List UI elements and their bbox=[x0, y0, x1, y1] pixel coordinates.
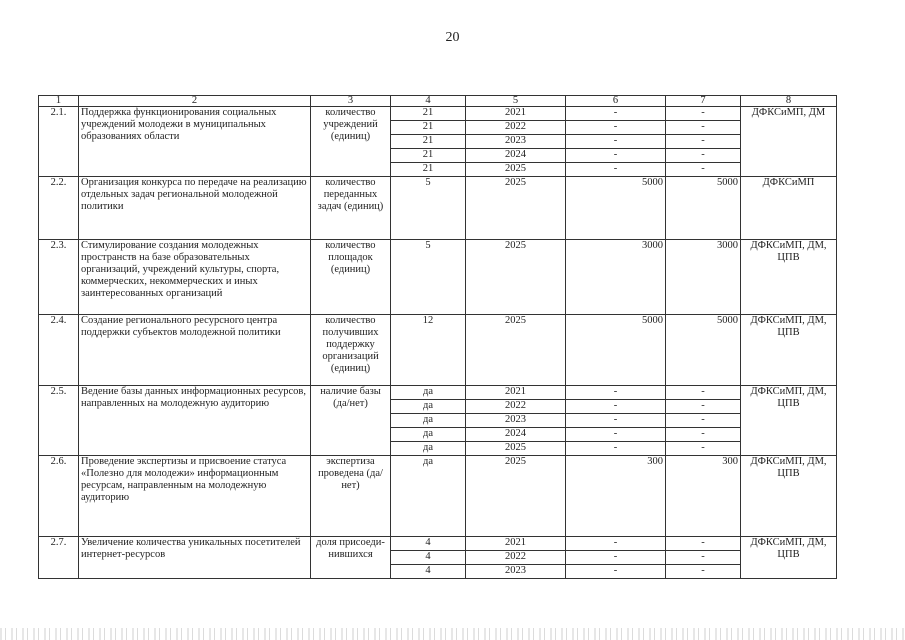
measure-name: Увеличение количества уникальных посетителей интернет-ресурсов bbox=[79, 537, 311, 579]
executor-cell: ДФКСиМП, ДМ, ЦПВ bbox=[741, 537, 837, 579]
header-cell: 2 bbox=[79, 96, 311, 107]
header-row bbox=[39, 96, 837, 107]
amount-cell: - bbox=[566, 121, 666, 135]
value-cell: 12 bbox=[391, 315, 466, 386]
value-cell: 21 bbox=[391, 163, 466, 177]
amount-cell: 5000 bbox=[666, 315, 741, 386]
amount-cell: - bbox=[566, 135, 666, 149]
table-row bbox=[39, 315, 837, 386]
indicator-cell: количество учреждений (единиц) bbox=[311, 107, 391, 177]
amount-cell: - bbox=[566, 386, 666, 400]
indicator-cell: наличие базы (да/нет) bbox=[311, 386, 391, 456]
value-cell: 21 bbox=[391, 107, 466, 121]
header-cell: 5 bbox=[466, 96, 566, 107]
amount-cell: - bbox=[566, 400, 666, 414]
executor-cell: ДФКСиМП, ДМ, ЦПВ bbox=[741, 386, 837, 456]
year-cell: 2025 bbox=[466, 456, 566, 537]
executor-cell: ДФКСиМП, ДМ, ЦПВ bbox=[741, 456, 837, 537]
year-cell: 2021 bbox=[466, 386, 566, 400]
value-cell: 4 bbox=[391, 565, 466, 579]
amount-cell: - bbox=[666, 442, 741, 456]
amount-cell: 5000 bbox=[566, 177, 666, 240]
amount-cell: - bbox=[666, 386, 741, 400]
indicator-cell: количество переданных задач (единиц) bbox=[311, 177, 391, 240]
year-cell: 2024 bbox=[466, 149, 566, 163]
amount-cell: 300 bbox=[566, 456, 666, 537]
amount-cell: - bbox=[666, 121, 741, 135]
value-cell: 5 bbox=[391, 177, 466, 240]
header-cell: 4 bbox=[391, 96, 466, 107]
table-body bbox=[39, 96, 837, 579]
table-row bbox=[39, 240, 837, 315]
amount-cell: - bbox=[566, 428, 666, 442]
row-number: 2.3. bbox=[39, 240, 79, 315]
year-cell: 2022 bbox=[466, 551, 566, 565]
year-cell: 2025 bbox=[466, 442, 566, 456]
header-cell: 7 bbox=[666, 96, 741, 107]
amount-cell: 3000 bbox=[666, 240, 741, 315]
executor-cell: ДФКСиМП, ДМ, ЦПВ bbox=[741, 315, 837, 386]
value-cell: 4 bbox=[391, 551, 466, 565]
amount-cell: - bbox=[566, 537, 666, 551]
amount-cell: - bbox=[566, 442, 666, 456]
amount-cell: - bbox=[666, 149, 741, 163]
page-number: 20 bbox=[445, 30, 460, 45]
year-cell: 2021 bbox=[466, 537, 566, 551]
row-number: 2.5. bbox=[39, 386, 79, 456]
amount-cell: - bbox=[566, 149, 666, 163]
value-cell: 21 bbox=[391, 149, 466, 163]
year-cell: 2022 bbox=[466, 121, 566, 135]
year-cell: 2025 bbox=[466, 315, 566, 386]
measure-name: Стимулирование создания молодежных пространств на базе образовательных организаций, учреждений культуры, спорта, коммерческих, некоммерческих и иных заинтересованных организаций bbox=[79, 240, 311, 315]
amount-cell: - bbox=[566, 565, 666, 579]
value-cell: 5 bbox=[391, 240, 466, 315]
amount-cell: - bbox=[666, 428, 741, 442]
header-cell: 6 bbox=[566, 96, 666, 107]
table-row bbox=[39, 456, 837, 537]
year-cell: 2021 bbox=[466, 107, 566, 121]
value-cell: да bbox=[391, 414, 466, 428]
measure-name: Ведение базы данных информационных ресурсов, направленных на молодежную аудиторию bbox=[79, 386, 311, 456]
indicator-cell: экспертиза проведена (да/нет) bbox=[311, 456, 391, 537]
year-cell: 2022 bbox=[466, 400, 566, 414]
year-cell: 2025 bbox=[466, 163, 566, 177]
amount-cell: 300 bbox=[666, 456, 741, 537]
table-row bbox=[39, 177, 837, 240]
row-number: 2.7. bbox=[39, 537, 79, 579]
executor-cell: ДФКСиМП bbox=[741, 177, 837, 240]
measures-table bbox=[38, 95, 837, 579]
value-cell: да bbox=[391, 400, 466, 414]
measure-name: Организация конкурса по передаче на реализацию отдельных задач региональной молодежной политики bbox=[79, 177, 311, 240]
year-cell: 2023 bbox=[466, 414, 566, 428]
amount-cell: - bbox=[666, 400, 741, 414]
value-cell: да bbox=[391, 386, 466, 400]
executor-cell: ДФКСиМП, ДМ bbox=[741, 107, 837, 177]
amount-cell: 5000 bbox=[566, 315, 666, 386]
amount-cell: - bbox=[666, 107, 741, 121]
header-cell: 1 bbox=[39, 96, 79, 107]
value-cell: да bbox=[391, 442, 466, 456]
measure-name: Создание регионального ресурсного центра поддержки субъектов молодежной политики bbox=[79, 315, 311, 386]
indicator-cell: доля присоеди-нившихся bbox=[311, 537, 391, 579]
value-cell: 4 bbox=[391, 537, 466, 551]
measure-name: Проведение экспертизы и присвоение статуса «Полезно для молодежи» информационным ресурсам, направленным на молодежную аудиторию bbox=[79, 456, 311, 537]
table-row bbox=[39, 107, 837, 121]
amount-cell: - bbox=[666, 135, 741, 149]
year-cell: 2025 bbox=[466, 240, 566, 315]
scan-artifact bbox=[0, 628, 905, 640]
value-cell: 21 bbox=[391, 135, 466, 149]
indicator-cell: количество получивших поддержку организаций (единиц) bbox=[311, 315, 391, 386]
year-cell: 2024 bbox=[466, 428, 566, 442]
row-number: 2.2. bbox=[39, 177, 79, 240]
amount-cell: - bbox=[566, 107, 666, 121]
amount-cell: 3000 bbox=[566, 240, 666, 315]
year-cell: 2025 bbox=[466, 177, 566, 240]
amount-cell: - bbox=[666, 163, 741, 177]
value-cell: 21 bbox=[391, 121, 466, 135]
row-number: 2.1. bbox=[39, 107, 79, 177]
amount-cell: - bbox=[666, 551, 741, 565]
header-cell: 8 bbox=[741, 96, 837, 107]
year-cell: 2023 bbox=[466, 565, 566, 579]
indicator-cell: количество площадок (единиц) bbox=[311, 240, 391, 315]
year-cell: 2023 bbox=[466, 135, 566, 149]
amount-cell: 5000 bbox=[666, 177, 741, 240]
amount-cell: - bbox=[666, 537, 741, 551]
value-cell: да bbox=[391, 428, 466, 442]
row-number: 2.6. bbox=[39, 456, 79, 537]
amount-cell: - bbox=[566, 414, 666, 428]
value-cell: да bbox=[391, 456, 466, 537]
amount-cell: - bbox=[566, 163, 666, 177]
amount-cell: - bbox=[566, 551, 666, 565]
measure-name: Поддержка функционирования социальных учреждений молодежи в муниципальных образованиях области bbox=[79, 107, 311, 177]
row-number: 2.4. bbox=[39, 315, 79, 386]
executor-cell: ДФКСиМП, ДМ, ЦПВ bbox=[741, 240, 837, 315]
amount-cell: - bbox=[666, 414, 741, 428]
header-cell: 3 bbox=[311, 96, 391, 107]
table-row bbox=[39, 537, 837, 551]
table-row bbox=[39, 386, 837, 400]
amount-cell: - bbox=[666, 565, 741, 579]
